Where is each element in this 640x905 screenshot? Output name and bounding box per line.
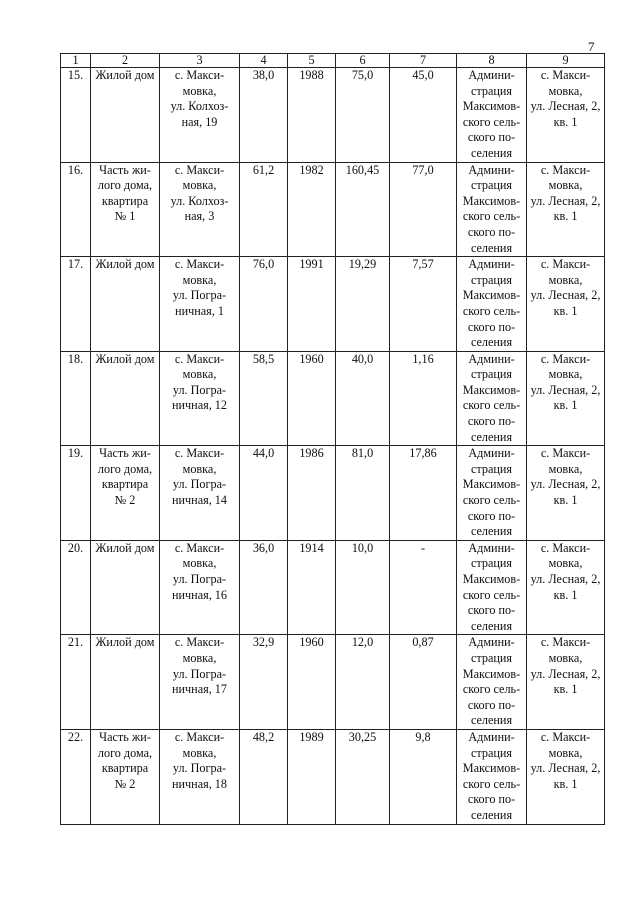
area-value: 38,0	[240, 68, 288, 163]
column-header: 8	[457, 54, 527, 68]
owner-address: с. Макси- мовка, ул. Лесная, 2, кв. 1	[527, 729, 605, 824]
owner-address: с. Макси- мовка, ул. Лесная, 2, кв. 1	[527, 446, 605, 541]
owner-name: Админи- страция Максимов- ского сель- ского по- селения	[457, 540, 527, 635]
column-header: 6	[336, 54, 390, 68]
owner-address: с. Макси- мовка, ул. Лесная, 2, кв. 1	[527, 68, 605, 163]
object-address: с. Макси- мовка, ул. Погра- ничная, 16	[160, 540, 240, 635]
table-row	[61, 257, 605, 352]
year-value: 1988	[288, 68, 336, 163]
object-address: с. Макси- мовка, ул. Колхоз- ная, 19	[160, 68, 240, 163]
year-value: 1960	[288, 351, 336, 446]
area-value: 61,2	[240, 162, 288, 257]
owner-name: Админи- страция Максимов- ского сель- ского по- селения	[457, 162, 527, 257]
object-address: с. Макси- мовка, ул. Погра- ничная, 12	[160, 351, 240, 446]
area-value: 48,2	[240, 729, 288, 824]
object-address: с. Макси- мовка, ул. Погра- ничная, 14	[160, 446, 240, 541]
object-name: Часть жи- лого дома, квартира № 2	[91, 446, 160, 541]
column-7-value: 17,86	[390, 446, 457, 541]
column-header: 4	[240, 54, 288, 68]
owner-address: с. Макси- мовка, ул. Лесная, 2, кв. 1	[527, 257, 605, 352]
row-number: 19.	[61, 446, 91, 541]
page-number: 7	[588, 39, 595, 54]
table-row	[61, 729, 605, 824]
table-row	[61, 162, 605, 257]
object-address: с. Макси- мовка, ул. Погра- ничная, 1	[160, 257, 240, 352]
column-7-value: -	[390, 540, 457, 635]
table-row	[61, 68, 605, 163]
area-value: 58,5	[240, 351, 288, 446]
property-registry-table	[60, 53, 605, 825]
column-header: 1	[61, 54, 91, 68]
row-number: 20.	[61, 540, 91, 635]
header-row	[61, 54, 605, 68]
table-row	[61, 351, 605, 446]
row-number: 17.	[61, 257, 91, 352]
area-value: 36,0	[240, 540, 288, 635]
owner-address: с. Макси- мовка, ул. Лесная, 2, кв. 1	[527, 635, 605, 730]
object-name: Часть жи- лого дома, квартира № 2	[91, 729, 160, 824]
owner-address: с. Макси- мовка, ул. Лесная, 2, кв. 1	[527, 351, 605, 446]
column-6-value: 30,25	[336, 729, 390, 824]
owner-name: Админи- страция Максимов- ского сель- ского по- селения	[457, 729, 527, 824]
owner-name: Админи- страция Максимов- ского сель- ского по- селения	[457, 257, 527, 352]
object-address: с. Макси- мовка, ул. Погра- ничная, 17	[160, 635, 240, 730]
object-name: Жилой дом	[91, 257, 160, 352]
year-value: 1982	[288, 162, 336, 257]
year-value: 1991	[288, 257, 336, 352]
column-6-value: 75,0	[336, 68, 390, 163]
object-address: с. Макси- мовка, ул. Погра- ничная, 18	[160, 729, 240, 824]
year-value: 1986	[288, 446, 336, 541]
year-value: 1914	[288, 540, 336, 635]
column-6-value: 10,0	[336, 540, 390, 635]
column-header: 7	[390, 54, 457, 68]
table-row	[61, 635, 605, 730]
column-header: 2	[91, 54, 160, 68]
column-7-value: 7,57	[390, 257, 457, 352]
column-7-value: 0,87	[390, 635, 457, 730]
column-7-value: 1,16	[390, 351, 457, 446]
owner-address: с. Макси- мовка, ул. Лесная, 2, кв. 1	[527, 540, 605, 635]
table-row	[61, 540, 605, 635]
object-name: Часть жи- лого дома, квартира № 1	[91, 162, 160, 257]
column-7-value: 77,0	[390, 162, 457, 257]
column-7-value: 45,0	[390, 68, 457, 163]
column-6-value: 81,0	[336, 446, 390, 541]
object-name: Жилой дом	[91, 68, 160, 163]
column-header: 5	[288, 54, 336, 68]
row-number: 21.	[61, 635, 91, 730]
object-name: Жилой дом	[91, 635, 160, 730]
column-header: 3	[160, 54, 240, 68]
column-6-value: 12,0	[336, 635, 390, 730]
object-name: Жилой дом	[91, 540, 160, 635]
owner-name: Админи- страция Максимов- ского сель- ского по- селения	[457, 635, 527, 730]
table-row	[61, 446, 605, 541]
column-6-value: 160,45	[336, 162, 390, 257]
owner-name: Админи- страция Максимов- ского сель- ского по- селения	[457, 68, 527, 163]
area-value: 76,0	[240, 257, 288, 352]
column-6-value: 19,29	[336, 257, 390, 352]
owner-name: Админи- страция Максимов- ского сель- ского по- селения	[457, 351, 527, 446]
column-6-value: 40,0	[336, 351, 390, 446]
column-header: 9	[527, 54, 605, 68]
area-value: 32,9	[240, 635, 288, 730]
owner-address: с. Макси- мовка, ул. Лесная, 2, кв. 1	[527, 162, 605, 257]
year-value: 1989	[288, 729, 336, 824]
row-number: 15.	[61, 68, 91, 163]
row-number: 16.	[61, 162, 91, 257]
area-value: 44,0	[240, 446, 288, 541]
owner-name: Админи- страция Максимов- ского сель- ского по- селения	[457, 446, 527, 541]
row-number: 18.	[61, 351, 91, 446]
year-value: 1960	[288, 635, 336, 730]
column-7-value: 9,8	[390, 729, 457, 824]
row-number: 22.	[61, 729, 91, 824]
object-name: Жилой дом	[91, 351, 160, 446]
object-address: с. Макси- мовка, ул. Колхоз- ная, 3	[160, 162, 240, 257]
